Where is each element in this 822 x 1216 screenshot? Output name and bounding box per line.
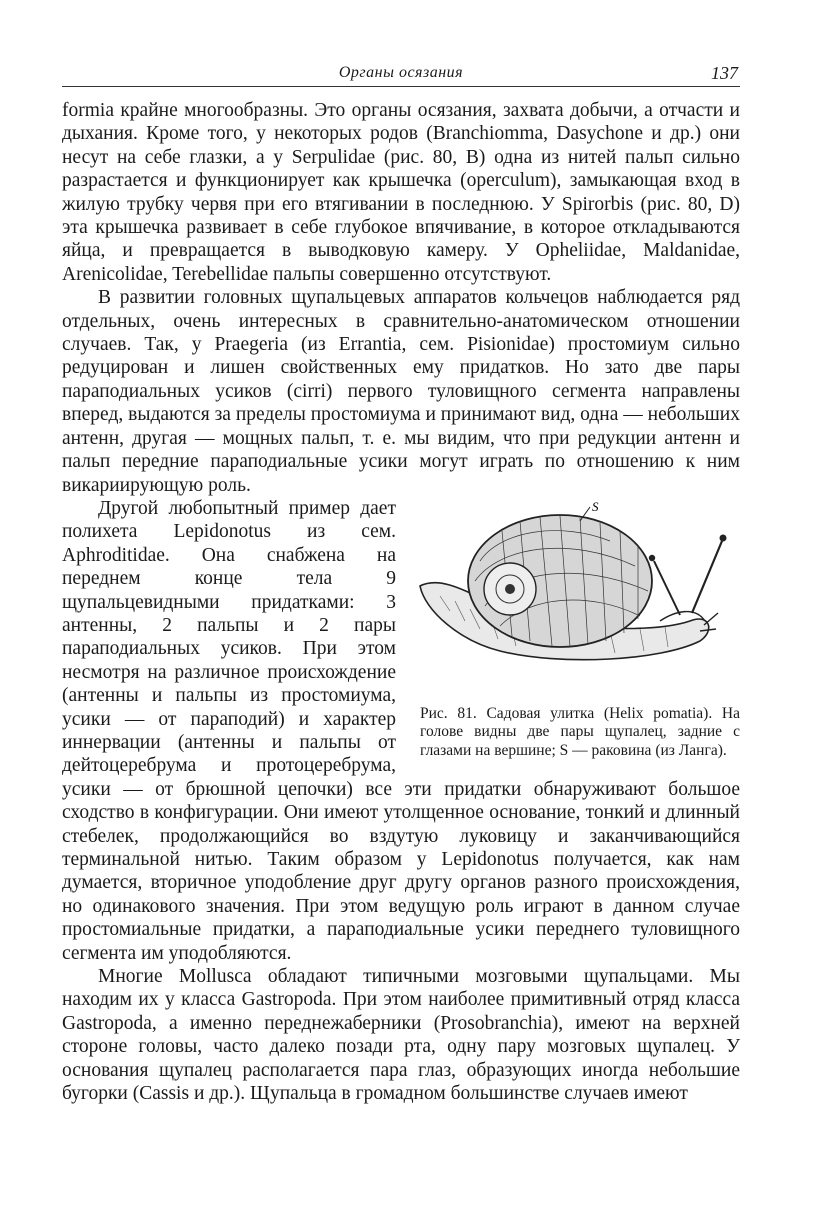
page-number: 137 xyxy=(711,63,738,83)
paragraph-4: Многие Mollusca обладают типичными мозговыми щупальцами. Мы находим их у класса Gastropoda. При этом наиболее примитивный отряд класса Gastropoda, а именно переднежаберники (Prosobranchia), имеют на верхней стороне головы, часто далеко позади рта, одну пару мозговых щупалец. У основания щупалец располагается пара глаз, образующих иногда небольшие бугорки (Cassis и др.). Щупальца в громадном большинстве случаев имеют xyxy=(62,966,740,1105)
figure-snail xyxy=(410,501,740,761)
paragraph-2: В развитии головных щупальцевых аппаратов кольчецов наблюдается ряд отдельных, очень интересных в сравнительно-анатомическом отношении случаев. Так, у Praegeria (из Errantia, сем. Pisionidae) простомиум сильно редуцирован и лишен свойственных ему придатков. Но зато две пары параподиальных усиков (cirri) первого туловищного сегмента направлены вперед, выдаются за пределы простомиума и принимают вид, одна — небольших антенн, другая — мощных пальп, т. е. мы видим, что при редукции антенн и пальп передние параподиальные усики могут играть по отношению к ним викариирующую роль. xyxy=(62,287,740,496)
paragraph-3: Другой любопытный пример дает полихета Lepidonotus из сем. Aphroditidae. Она снабжена на переднем конце тела 9 щупальцевидными придатками: 3 антенны, 2 пальпы и 2 пары параподиальных усиков. При этом несмотря на различное происхождение (антенны и пальпы из простомиума, усики — от параподий) и характер иннервации (антенны и пальпы от дейтоцеребрума и протоцеребрума, усики — от брюшной цепочки) все эти придатки обнаруживают большое сходство в конфигурации. Они имеют утолщенное основание, тонкий и длинный стебелек, продолжающийся во вздутую луковицу и заканчивающийся терминальной нитью. Таким образом у Lepidonotus получается, как нам думается, вторичное уподобление друг другу органов разного происхождения, но одинакового значения. При этом ведущую роль играют в данном случае простомиальные придатки, а параподиальные усики переднего туловищного сегмента им уподобляются. xyxy=(62,497,740,964)
book-page xyxy=(62,62,740,1105)
figure-caption: Рис. 81. Садовая улитка (Helix pomatia). На голове видны две пары щупалец, задние с глазами на вершине; S — раковина (из Ланга). xyxy=(420,704,740,759)
running-head xyxy=(62,62,740,87)
shell-label: S xyxy=(592,500,599,514)
body-text xyxy=(62,99,740,1105)
running-title: Органы осязания xyxy=(338,64,464,81)
snail-illustration xyxy=(410,501,740,701)
paragraph-1: formia крайне многообразны. Это органы осязания, захвата добычи, а отчасти и дыхания. Кроме того, у некоторых родов (Branchiomma, Dasychone и др.) они несут на себе глазки, а у Serpulidae (рис. 80, B) одна из нитей пальп сильно разрастается и функционирует как крышечка (operculum), замыкающая вход в жилую трубку червя при его втягивании в последнюю. У Spirorbis (рис. 80, D) эта крышечка развивает в себе глубокое впячивание, в которое откладываются яйца, и превращается в выводковую камеру. У Opheliidae, Maldanidae, Arenicolidae, Terebellidae пальпы совершенно отсутствуют. xyxy=(62,100,740,285)
